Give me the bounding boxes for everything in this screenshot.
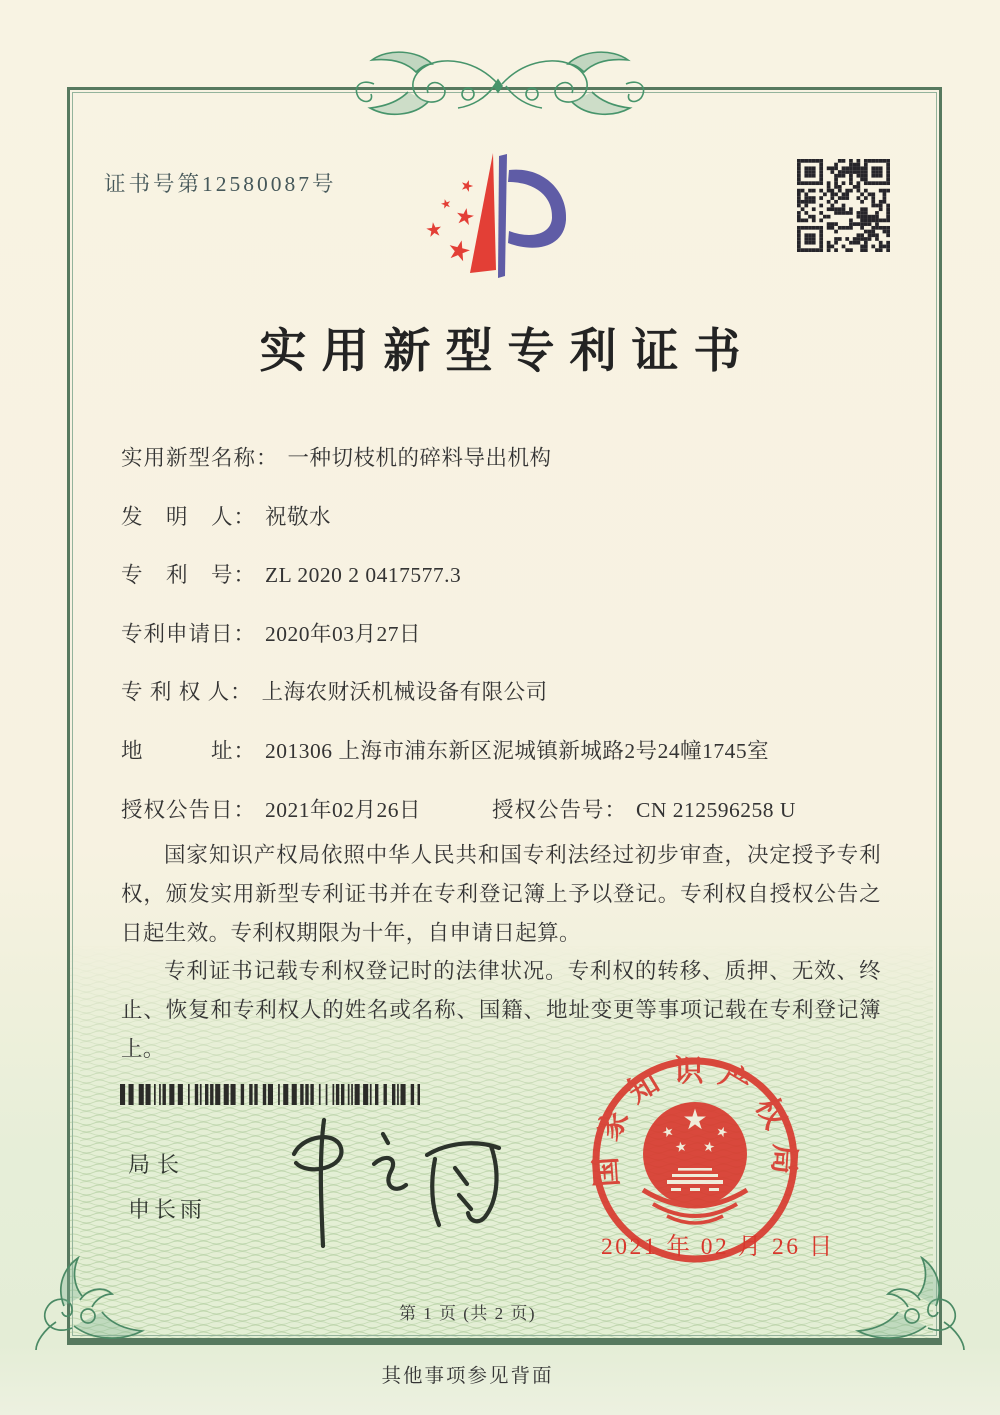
footer-note: 其他事项参见背面 [381,1366,554,1387]
signer-name: 申长雨 [128,1197,207,1222]
field-row [121,441,891,500]
field-label: 专利申请日： [121,621,257,646]
barcode [120,1084,420,1105]
field-row [121,617,891,676]
field-value: 祝敬水 [265,504,332,529]
grant-no-value: CN 212596258 U [636,797,796,822]
grant-no-label: 授权公告号： [492,797,628,822]
signature [262,1112,522,1252]
page-number: 第 1 页 (共 2 页) [398,1304,537,1323]
legal-paragraphs [121,836,881,1069]
certificate-number: 证书号第12580087号 [104,172,337,196]
official-seal [588,1053,802,1267]
field-row [121,675,891,734]
national-emblem-icon [643,1102,747,1223]
field-row [121,558,891,617]
field-label: 专 利 权 人： [121,680,253,705]
field-row [121,500,891,559]
field-label: 发 明 人： [121,504,257,529]
certificate-title: 实用新型专利证书 [259,326,756,378]
cnipa-logo-icon [398,140,618,300]
field-value: 上海农财沃机械设备有限公司 [261,680,548,705]
field-label: 专 利 号： [121,563,257,588]
top-flourish-ornament [348,50,652,118]
field-value: 201306 上海市浦东新区泥城镇新城路2号24幢1745室 [265,738,770,763]
field-rows [121,441,891,851]
signer-title: 局长 [128,1152,187,1177]
field-value: 2020年03月27日 [265,621,422,646]
grant-date-label: 授权公告日： [121,797,257,822]
paragraph-register: 专利证书记载专利权登记时的法律状况。专利权的转移、质押、无效、终止、恢复和专利权人的姓名或名称、国籍、地址变更等事项记载在专利登记簿上。 [121,959,881,1061]
seal-text: 国家知识产权局 [588,1054,802,1189]
field-label: 实用新型名称： [121,446,279,470]
seal-date: 2021 年 02 月 26 日 [601,1234,835,1260]
field-label: 地 址： [121,738,257,763]
field-value: 一种切枝机的碎料导出机构 [287,446,552,470]
field-row [121,734,891,793]
qr-code [797,159,890,252]
paragraph-grant: 国家知识产权局依照中华人民共和国专利法经过初步审查，决定授予专利权，颁发实用新型专利证书并在专利登记簿上予以登记。专利权自授权公告之日起生效。专利权期限为十年，自申请日起算。 [121,843,881,945]
field-value: ZL 2020 2 0417577.3 [265,563,462,588]
grant-date-value: 2021年02月26日 [265,797,422,822]
